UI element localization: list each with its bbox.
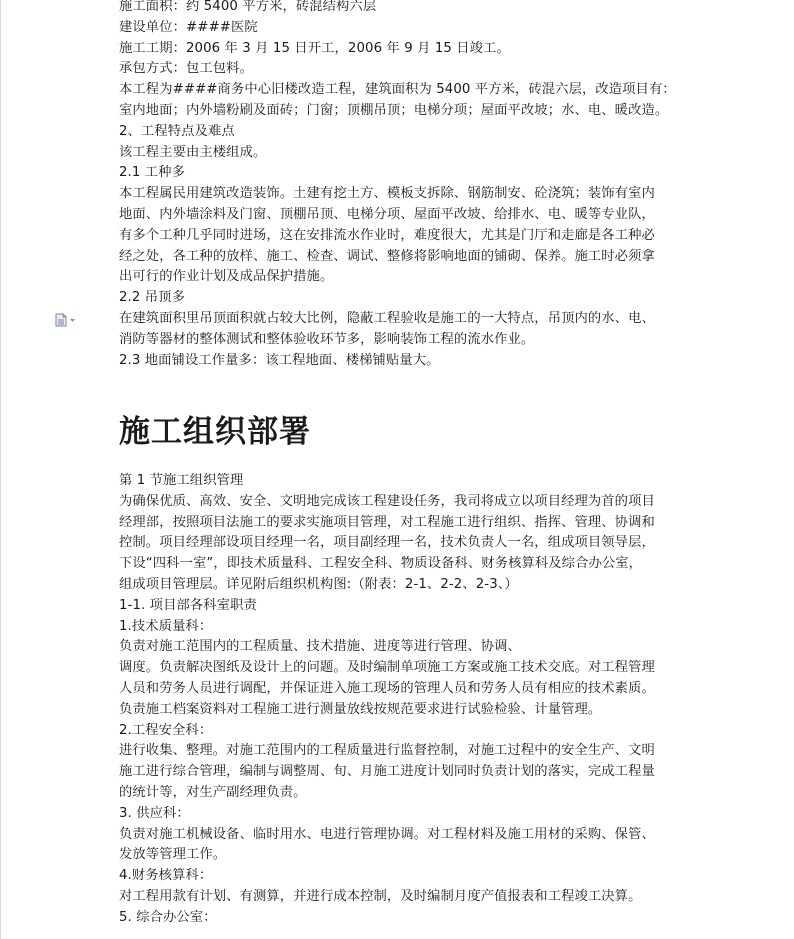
dept-heading: 1.技术质量科：: [119, 618, 213, 634]
project-desc-line: 本工程为####商务中心旧楼改造工程，建筑面积为 5400 平方米，砖混六层，改造项目有：: [119, 82, 676, 98]
paragraph-line: 本工程属民用建筑改造装饰。土建有挖土方、模板支拆除、钢筋制安、砼浇筑；装饰有室内: [119, 186, 655, 202]
paragraph-line: 负责施工档案资料对工程施工进行测量放线按规范要求进行试验检验、计量管理。: [119, 701, 602, 717]
paragraph-line: 负责对施工范围内的工程质量、技术措施、进度等进行管理、协调、: [119, 639, 521, 655]
dept-heading: 4.财务核算科：: [119, 868, 213, 884]
construction-area-line: 施工面积：约 5400 平方米，砖混结构六层: [119, 0, 377, 14]
subsection-heading: 2、工程特点及难点: [119, 123, 235, 139]
paragraph-line: 该工程主要由主楼组成。: [119, 144, 267, 160]
paragraph-line: 组成项目管理层。详见附后组织机构图:（附表：2-1、2-2、2-3、）: [119, 576, 518, 592]
paragraph-line: 发放等管理工作。: [119, 847, 227, 863]
project-desc-line: 室内地面；内外墙粉刷及面砖；门窗；顶棚吊顶；电梯分项；屋面平改坡；水、电、暖改造。: [119, 102, 669, 118]
paragraph-line: 有多个工种几乎同时进场，这在安排流水作业时，难度很大，尤其是门厅和走廊是各工种必: [119, 227, 655, 243]
paragraph-line: 人员和劳务人员进行调配，并保证进入施工现场的管理人员和劳务人员有相应的技术素质。: [119, 680, 655, 696]
paragraph-line: 进行收集、整理。对施工范围内的工程质量进行监督控制，对施工过程中的安全生产、文明: [119, 743, 655, 759]
paragraph-line: 调度。负责解决图纸及设计上的问题。及时编制单项施工方案或施工技术交底。对工程管理: [119, 660, 655, 676]
dept-heading: 2.工程安全科：: [119, 722, 213, 738]
dept-heading: 3. 供应科：: [119, 805, 190, 821]
paragraph-line: 消防等器材的整体测试和整体验收环节多，影响装饰工程的流水作业。: [119, 331, 535, 347]
subsection-heading: 2.1 工种多: [119, 165, 185, 181]
paragraph-line: 的统计等，对生产副经理负责。: [119, 784, 307, 800]
paragraph-line: 施工进行综合管理，编制与调整周、旬、月施工进度计划同时负责计划的落实，完成工程量: [119, 764, 655, 780]
paragraph-line: 负责对施工机械设备、临时用水、电进行管理协调。对工程材料及施工用材的采购、保管、: [119, 826, 655, 842]
section-heading: 第 1 节施工组织管理: [119, 473, 244, 488]
paragraph-options-icon[interactable]: [55, 312, 77, 326]
dept-heading: 5. 综合办公室：: [119, 909, 217, 925]
subsection-heading: 1-1. 项目部各科室职责: [119, 597, 257, 613]
contract-mode-line: 承包方式：包工包料。: [119, 61, 253, 77]
project-overview-section: [119, 0, 689, 371]
paragraph-line: 下设“四科一室”，即技术质量科、工程安全科、物质设备科、财务核算科及综合办公室，: [119, 556, 643, 572]
paragraph-line: 经理部，按照项目法施工的要求实施项目管理，对工程施工进行组织、指挥、管理、协调和: [119, 514, 655, 530]
paragraph-line: 地面、内外墙涂料及门窗、顶棚吊顶、电梯分项、屋面平改坡、给排水、电、暖等专业队，: [119, 206, 655, 222]
paragraph-line: 控制。项目经理部设项目经理一名，项目副经理一名，技术负责人一名，组成项目领导层，: [119, 535, 655, 551]
paragraph-line: 经之处，各工种的放样、施工、检查、调试、整修将影响地面的铺砌、保养。施工时必须拿: [119, 248, 655, 264]
paragraph-line: 对工程用款有计划、有测算，并进行成本控制，及时编制月度产值报表和工程竣工决算。: [119, 888, 642, 904]
paragraph-line: 2.3 地面铺设工作量多：该工程地面、楼梯铺贴量大。: [119, 352, 440, 368]
paragraph-line: 出可行的作业计划及成品保护措施。: [119, 269, 334, 285]
page-title: 施工组织部署: [119, 414, 311, 450]
client-line: 建设单位：####医院: [119, 19, 258, 35]
paragraph-line: 为确保优质、高效、安全、文明地完成该工程建设任务，我司将成立以项目经理为首的项目: [119, 493, 655, 509]
page-left-edge: [0, 0, 1, 939]
subsection-heading: 2.2 吊顶多: [119, 290, 185, 306]
organization-section: [119, 471, 689, 929]
schedule-line: 施工工期：2006 年 3 月 15 日开工，2006 年 9 月 15 日竣工。: [119, 40, 510, 56]
paragraph-line: 在建筑面积里吊顶面积就占较大比例，隐蔽工程验收是施工的一大特点，吊顶内的水、电、: [119, 310, 655, 326]
